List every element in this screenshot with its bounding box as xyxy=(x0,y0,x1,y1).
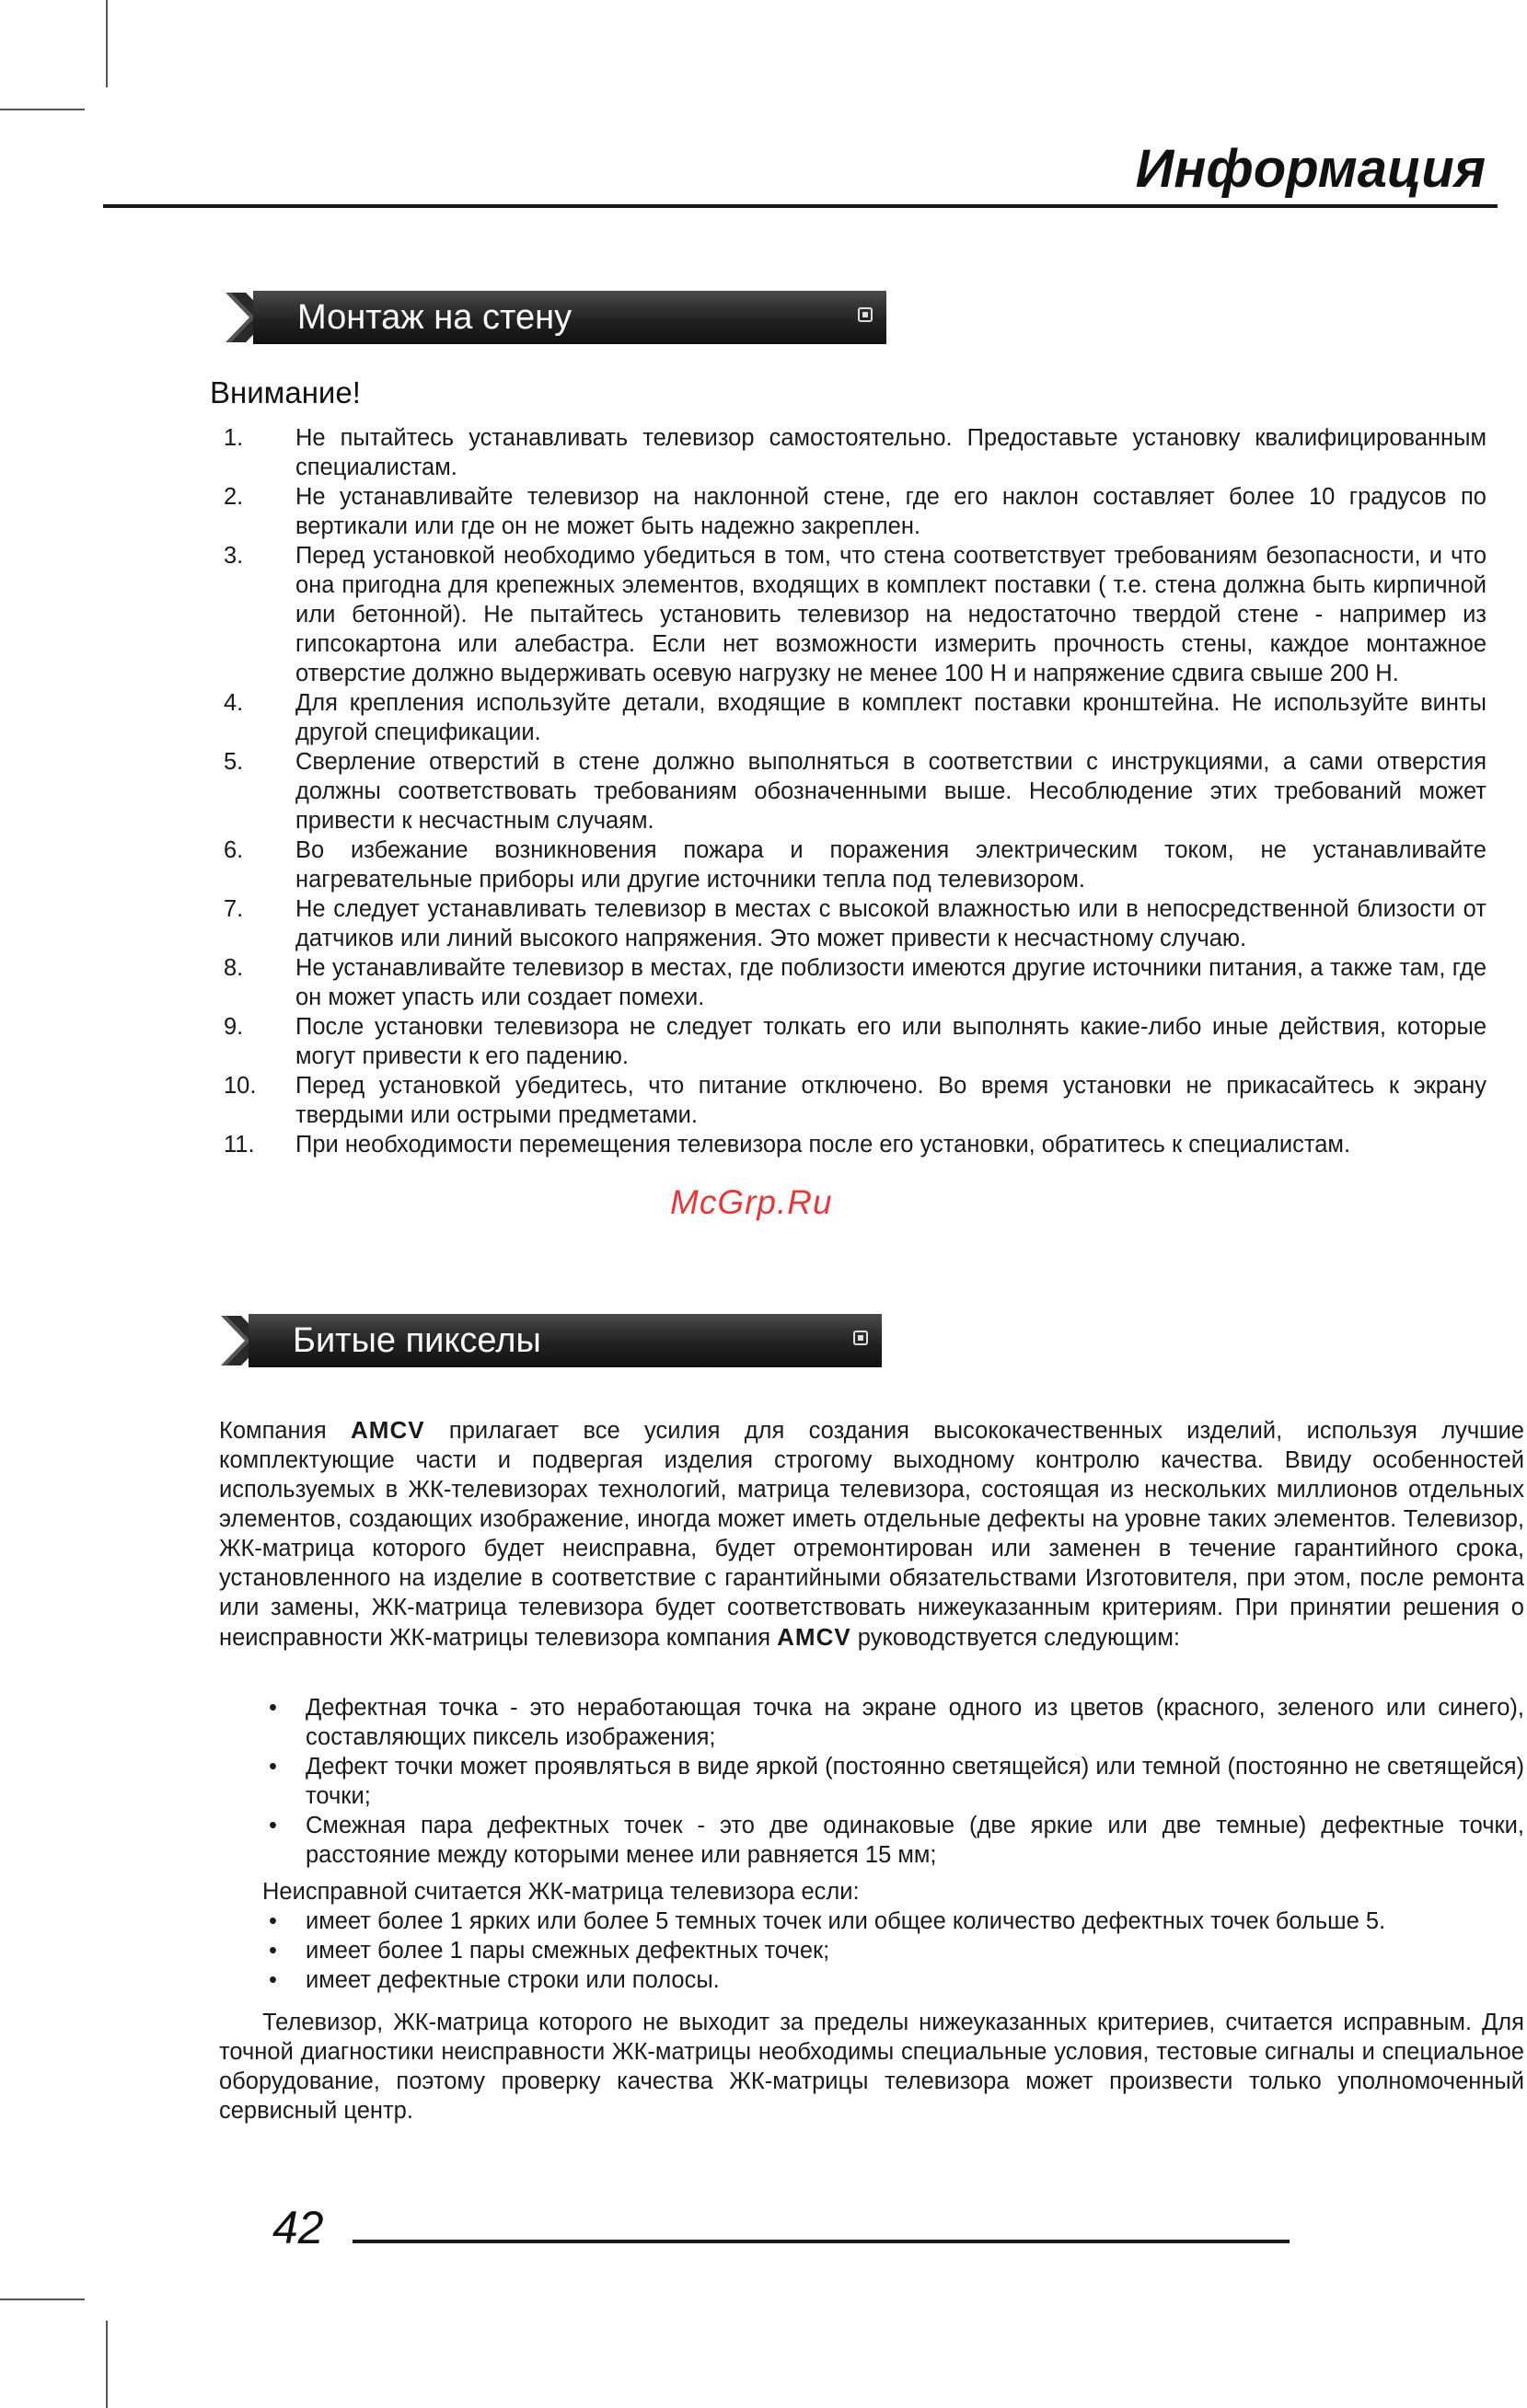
section-title: Битые пикселы xyxy=(293,1321,541,1360)
crop-mark xyxy=(0,2299,85,2300)
list-item: 2. Не устанавливайте телевизор на наклонной стене, где его наклон составляет более 10 градусов по вертикали или где он не может быть надежно закреплен. xyxy=(224,484,1487,539)
brand-name: AMCV xyxy=(777,1623,851,1651)
safety-list xyxy=(224,423,1487,1159)
list-item: • имеет дефектные строки или полосы. xyxy=(269,1967,720,1993)
footer-rule xyxy=(353,2240,1290,2243)
list-item: 9. После установки телевизора не следует толкать его или выполнять какие-либо иные действия, которые могут привести к его падению. xyxy=(224,1014,1487,1069)
list-item: • имеет более 1 пары смежных дефектных точек; xyxy=(269,1938,830,1964)
list-item: 5. Сверление отверстий в стене должно выполняться в соответствии с инструкциями, а сами отверстия должны соответствовать требованиям обозначенными выше. Несоблюдение этих требований может привести к несчастным случаям. xyxy=(224,749,1487,834)
conclusion-paragraph: Телевизор, ЖК-матрица которого не выходит за пределы нижеуказанных критериев, считается исправным. Для точной диагностики неисправности ЖК-матрицы необходимы специальные условия, тестовые сигналы и специальное оборудование, поэтому проверку качества ЖК-матрицы телевизора может произвести только уполномоченный сервисный центр. xyxy=(219,2010,1524,2124)
list-item: 10. Перед установкой убедитесь, что питание отключено. Во время установки не прикасайтесь к экрану твердыми или острыми предметами. xyxy=(224,1073,1487,1128)
list-item: 6. Во избежание возникновения пожара и поражения электрическим током, не устанавливайте нагревательные приборы или другие источники тепла под телевизором. xyxy=(224,837,1487,893)
header-rule xyxy=(103,204,1498,208)
list-item: • Смежная пара дефектных точек - это две одинаковые (две яркие или две темные) дефектные точки, расстояние между которыми менее или равняется 15 мм; xyxy=(269,1813,1524,1868)
list-item: 4. Для крепления используйте детали, входящие в комплект поставки кронштейна. Не используйте винты другой спецификации. xyxy=(224,690,1487,745)
section-banner-wall-mount xyxy=(226,291,886,344)
watermark: McGrp.Ru xyxy=(670,1183,833,1221)
crop-mark xyxy=(106,0,108,87)
list-item: 11. При необходимости перемещения телевизора после его установки, обратитесь к специалистам. xyxy=(224,1132,1351,1158)
crop-mark xyxy=(106,2321,108,2408)
page-header-title: Информация xyxy=(1135,139,1486,199)
list-item: • имеет более 1 ярких или более 5 темных точек или общее количество дефектных точек больше 5. xyxy=(269,1908,1386,1934)
list-item: 7. Не следует устанавливать телевизор в местах с высокой влажностью или в непосредственной близости от датчиков или линий высокого напряжения. Это может привести к несчастному случаю. xyxy=(224,896,1487,951)
defect-definitions-list xyxy=(269,1693,1524,1870)
criteria-intro: Неисправной считается ЖК-матрица телевизора если: xyxy=(262,1879,860,1905)
list-item: 3. Перед установкой необходимо убедиться в том, что стена соответствует требованиям безопасности, и что она пригодна для крепежных элементов, входящих в комплект поставки ( т.е. стена должна быть кирпичной или бетонной). Не пытайтесь установить телевизор на недостаточно твердой стене - например из гипсокартона или алебастра. Если нет возможности измерить прочность стены, каждое монтажное отверстие должно выдерживать осевую нагрузку не менее 100 Н и напряжение сдвига свыше 200 Н. xyxy=(224,543,1487,686)
square-marker-icon xyxy=(858,307,873,322)
list-item: 1. Не пытайтесь устанавливать телевизор самостоятельно. Предоставьте установку квалифицированным специалистам. xyxy=(224,425,1487,480)
criteria-list xyxy=(269,1907,1524,1995)
page-number: 42 xyxy=(272,2202,324,2253)
brand-name: AMCV xyxy=(351,1416,425,1444)
list-item: 8. Не устанавливайте телевизор в местах, где поблизости имеются другие источники питания, а также там, где он может упасть или создает помехи. xyxy=(224,955,1487,1010)
warning-heading: Внимание! xyxy=(210,375,361,409)
section-banner-dead-pixels xyxy=(221,1314,882,1367)
intro-paragraph: Компания AMCV прилагает все усилия для создания высококачественных изделий, используя лучшие комплектующие части и подвергая изделия строгому выходному контролю качества. Ввиду особенностей используемых в ЖК-телевизорах технологий, матрица телевизора, состоящая из нескольких миллионов отдельных элементов, создающих изображение, иногда может иметь отдельные дефекты на уровне таких элементов. Телевизор, ЖК-матрица которого будет неисправна, будет отремонтирован или заменен в течение гарантийного срока, установленного на изделие в соответствие с гарантийными обязательствами Изготовителя, при этом, после ремонта или замены, ЖК-матрица телевизора будет соответствовать нижеуказанным критериям. При принятии решения о неисправности ЖК-матрицы телевизора компания AMCV руководствуется следующим: xyxy=(219,1416,1524,1651)
list-item: • Дефектная точка - это неработающая точка на экране одного из цветов (красного, зеленого или синего), составляющих пиксель изображения; xyxy=(269,1695,1524,1750)
crop-mark xyxy=(0,109,85,110)
square-marker-icon xyxy=(853,1331,868,1345)
list-item: • Дефект точки может проявляться в виде яркой (постоянно светящейся) или темной (постоянно не светящейся) точки; xyxy=(269,1754,1524,1809)
section-title: Монтаж на стену xyxy=(297,298,573,337)
